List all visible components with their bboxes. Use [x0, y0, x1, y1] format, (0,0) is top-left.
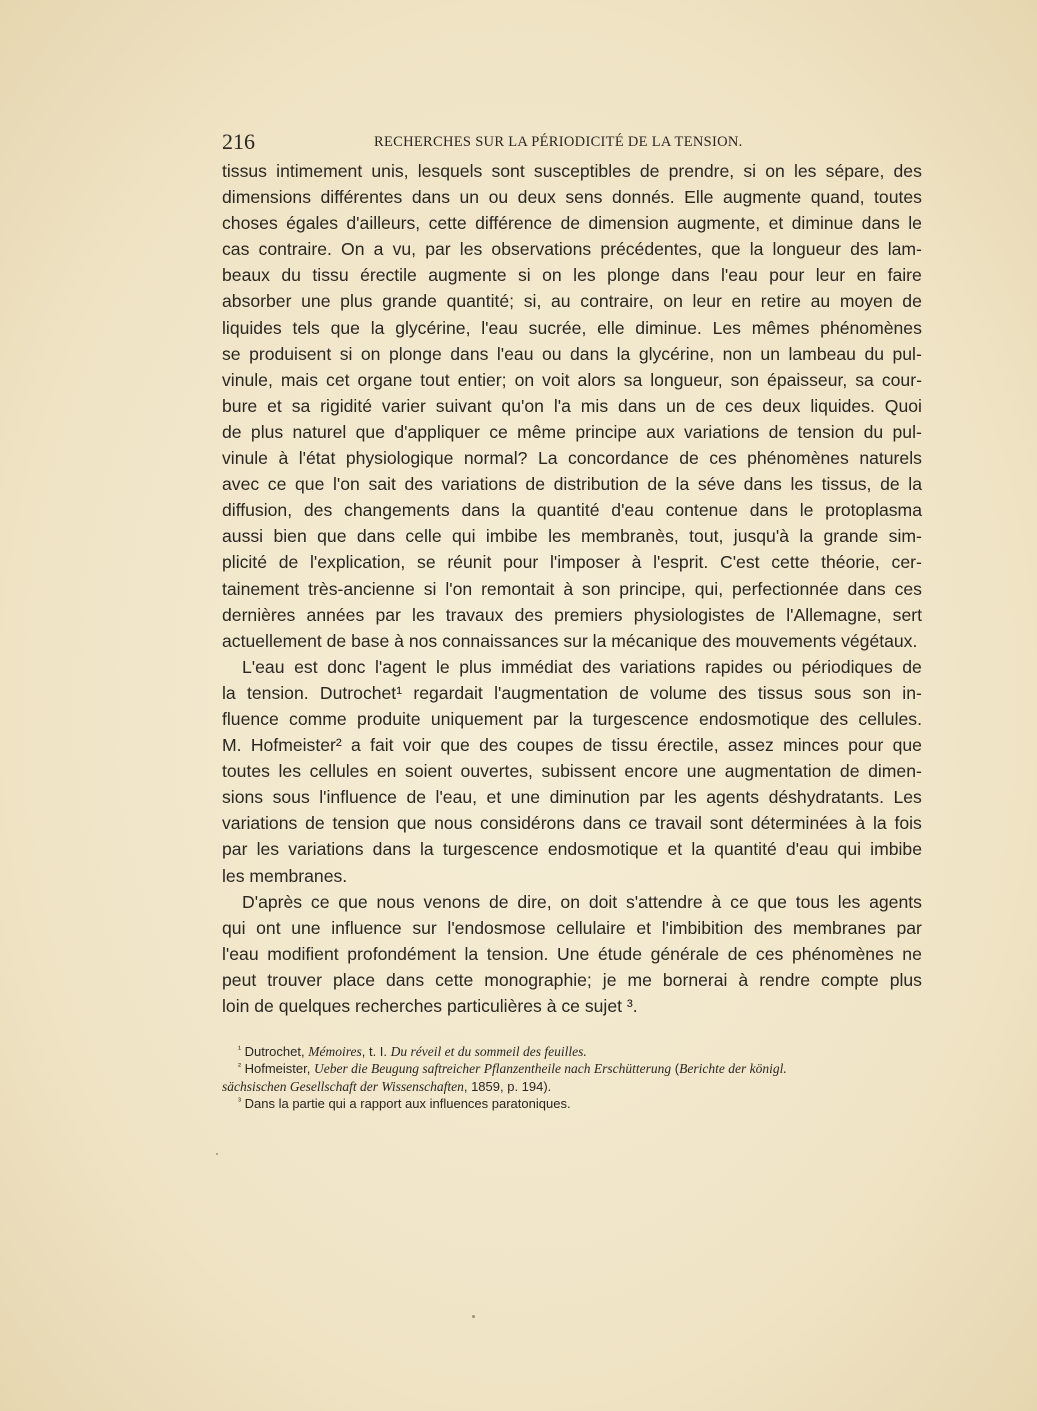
text-line: tissus intimement unis, lesquels sont susceptibles de prendre, si on les sépare, des [222, 161, 922, 181]
text-line: qui ont une influence sur l'endosmose cellulaire et l'imbibition des membranes par [222, 917, 922, 938]
footnote-title: Ueber die Beugung saftreicher Pflanzentheile nach Erschütterung [314, 1061, 672, 1077]
footnote-2-continued [222, 1078, 922, 1095]
text-line: D'après ce que nous venons de dire, on doit s'attendre à ce que tous les agents [242, 891, 922, 912]
text-line: dimensions différentes dans un ou deux sens donnés. Elle augmente quand, toutes [222, 187, 922, 208]
paper-speck [472, 1315, 475, 1318]
footnote-author: Hofmeister, [244, 1061, 311, 1077]
running-head: RECHERCHES SUR LA PÉRIODICITÉ DE LA TENSION. [374, 134, 743, 150]
text-line: plicité de l'explication, se réunit pour l'imposer à l'esprit. C'est cette théorie, cer- [222, 552, 922, 573]
text-line: vinule à l'état physiologique normal? La concordance de ces phénomènes naturels [222, 448, 922, 469]
text-line: fluence comme produite uniquement par la turgescence endosmotique des cellules. [222, 708, 922, 729]
footnote-3 [222, 1095, 922, 1112]
footnote-text: Dans la partie qui a rapport aux influences paratoniques. [244, 1095, 571, 1111]
text-line: dernières années par les travaux des premiers physiologistes de l'Allemagne, sert [222, 604, 922, 625]
text-line: avec ce que l'on sait des variations de distribution de la séve dans les tissus, de la [222, 474, 922, 495]
footnote-1 [222, 1043, 922, 1060]
body-text [222, 158, 922, 1019]
page-number: 216 [222, 129, 255, 154]
footnote-mark: ² [238, 1061, 241, 1072]
text-line: de plus naturel que d'appliquer ce même principe aux variations de tension du pul- [222, 421, 922, 442]
footnote-paren: ( [674, 1061, 680, 1077]
footnote-2 [222, 1060, 922, 1077]
footnote-author: Dutrochet, [244, 1044, 305, 1059]
footnote-mark: ¹ [238, 1044, 241, 1054]
text-line: vinule, mais cet organe tout entier; on voit alors sa longueur, son épaisseur, sa cour- [222, 369, 922, 390]
text-line: aussi bien que dans celle qui imbibe les membranès, tout, jusqu'à la grande sim- [222, 526, 922, 547]
text-line: variations de tension que nous considérons dans ce travail sont déterminées à la fois [222, 813, 922, 834]
footnote-title: Du réveil et du sommeil des feuilles. [390, 1044, 587, 1059]
text-line: par les variations dans la turgescence endosmotique et la quantité d'eau qui imbibe [222, 839, 922, 860]
footnote-volume: , t. I. [361, 1044, 388, 1059]
page-header [222, 129, 922, 157]
text-line: liquides tels que la glycérine, l'eau sucrée, elle diminue. Les mêmes phénomènes [222, 317, 922, 338]
text-line: tainement très-ancienne si l'on remontait à son principe, qui, perfectionnée dans ces [222, 578, 922, 599]
text-line: toutes les cellules en soient ouvertes, subissent encore une augmentation de dimen- [222, 761, 922, 782]
text-line: absorber une plus grande quantité; si, au contraire, on leur en retire au moyen de [222, 291, 922, 312]
text-line: peut trouver place dans cette monographie; je me bornerai à rendre compte plus [222, 969, 922, 990]
text-line: cas contraire. On a vu, par les observations précédentes, que la longueur des lam- [222, 239, 922, 260]
text-line: L'eau est donc l'agent le plus immédiat des variations rapides ou périodiques de [242, 656, 922, 677]
text-line: actuellement de base à nos connaissances sur la mécanique des mouvements végétaux. [222, 630, 918, 651]
text-line: bure et sa rigidité varier suivant qu'on l'a mis dans un de ces deux liquides. Quoi [222, 395, 922, 416]
text-line: sions sous l'influence de l'eau, et une diminution par les agents déshydratants. Les [222, 787, 922, 808]
footnote-mark: ³ [238, 1095, 241, 1106]
text-line: choses égales d'ailleurs, cette différence de dimension augmente, et diminue dans le [222, 213, 922, 234]
footnote-series: Berichte der königl. [679, 1061, 787, 1077]
footnote-series: sächsischen Gesellschaft der Wissenschaften [222, 1078, 464, 1094]
text-line: se produisent si on plonge dans l'eau ou dans la glycérine, non un lambeau du pul- [222, 343, 922, 364]
paper-speck [216, 1153, 218, 1155]
text-line: loin de quelques recherches particulières à ce sujet ³. [222, 996, 638, 1016]
footnote-reference: , 1859, p. 194). [463, 1078, 552, 1094]
footnote-work: Mémoires [308, 1044, 362, 1059]
text-line: diffusion, des changements dans la quantité d'eau contenue dans le protoplasma [222, 500, 922, 521]
text-line: beaux du tissu érectile augmente si on les plonge dans l'eau pour leur en faire [222, 265, 922, 286]
text-line: la tension. Dutrochet¹ regardait l'augmentation de volume des tissus sous son in- [222, 682, 922, 703]
text-line: M. Hofmeister² a fait voir que des coupes de tissu érectile, assez minces pour que [222, 735, 922, 756]
text-line: les membranes. [222, 865, 348, 886]
footnotes [222, 1043, 922, 1112]
text-line: l'eau modifient profondément la tension. Une étude générale de ces phénomènes ne [222, 943, 922, 964]
